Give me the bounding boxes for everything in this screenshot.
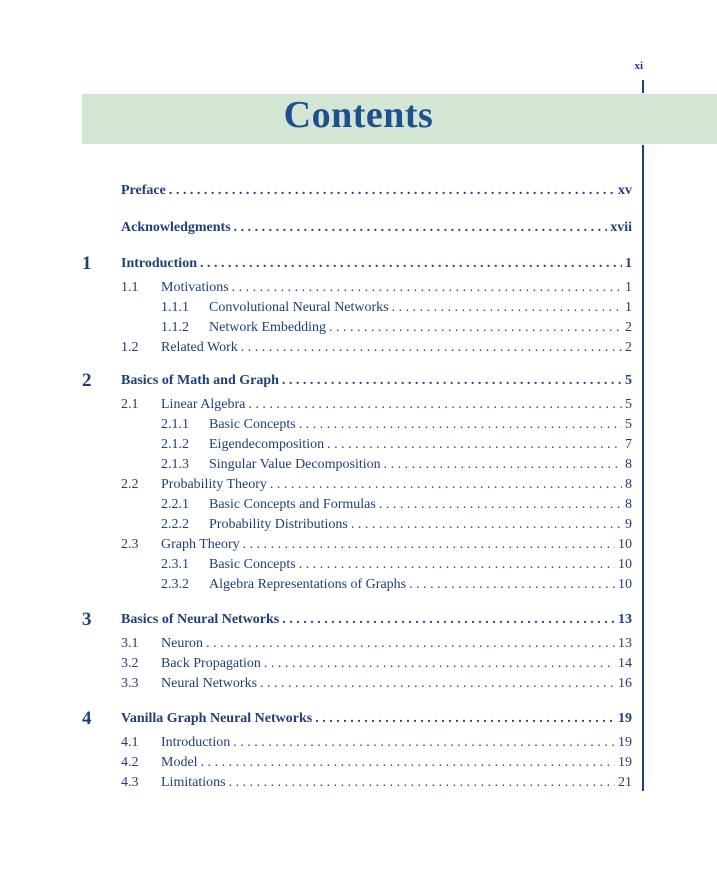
toc-entry-title: Introduction xyxy=(161,735,231,750)
dot-leader xyxy=(379,497,622,513)
toc-entry-page: 5 xyxy=(625,397,632,412)
toc-subsection[interactable] xyxy=(161,457,632,473)
dot-leader xyxy=(260,676,615,692)
toc-entry-title: Preface xyxy=(121,183,166,198)
toc-chapter[interactable] xyxy=(121,612,632,628)
toc-entry-number: 3.3 xyxy=(121,676,139,691)
toc-entry-page: 10 xyxy=(618,537,632,552)
toc-entry-number: 2.1 xyxy=(121,397,139,412)
dot-leader xyxy=(409,577,615,593)
toc-entry-title: Graph Theory xyxy=(161,537,240,552)
toc-entry-page: 1 xyxy=(625,280,632,295)
toc-entry-page: 10 xyxy=(618,557,632,572)
toc-section[interactable] xyxy=(121,755,632,771)
toc-entry-page: 14 xyxy=(618,656,632,671)
toc-entry-page: 13 xyxy=(618,612,632,627)
toc-entry-number: 1.1.2 xyxy=(161,320,189,335)
toc-subsection[interactable] xyxy=(161,320,632,336)
toc-entry-page: 9 xyxy=(625,517,632,532)
toc-entry-page: xv xyxy=(618,183,632,198)
toc-section[interactable] xyxy=(121,676,632,692)
toc-entry-number: 2.3.2 xyxy=(161,577,189,592)
toc-subsection[interactable] xyxy=(161,300,632,316)
toc-entry-title: Network Embedding xyxy=(209,320,327,335)
toc-entry-page: 5 xyxy=(625,373,632,388)
toc-chapter[interactable] xyxy=(121,373,632,389)
toc-section[interactable] xyxy=(121,735,632,751)
toc-entry-title: Singular Value Decomposition xyxy=(209,457,381,472)
toc-entry-page: 10 xyxy=(618,577,632,592)
toc-entry-page: 8 xyxy=(625,497,632,512)
toc-entry-title: Linear Algebra xyxy=(161,397,246,412)
dot-leader xyxy=(282,373,622,389)
toc-entry-title: Neuron xyxy=(161,636,203,651)
toc-entry-number: 3.2 xyxy=(121,656,139,671)
page-number: xi xyxy=(634,60,643,72)
dot-leader xyxy=(232,280,622,296)
dot-leader xyxy=(384,457,622,473)
toc-entry-title: Neural Networks xyxy=(161,676,258,691)
dot-leader xyxy=(299,417,622,433)
toc-entry-title: Back Propagation xyxy=(161,656,261,671)
toc-entry-title: Basics of Neural Networks xyxy=(121,612,280,627)
toc-entry-number: 4.2 xyxy=(121,755,139,770)
toc-entry-page: 1 xyxy=(625,256,632,271)
toc-entry-page: 19 xyxy=(618,711,632,726)
dot-leader xyxy=(282,612,615,628)
toc-entry-number: 2.2.1 xyxy=(161,497,189,512)
dot-leader xyxy=(233,735,615,751)
toc-section[interactable] xyxy=(121,656,632,672)
toc-front-matter[interactable] xyxy=(121,183,632,199)
toc-entry-title: Probability Distributions xyxy=(209,517,348,532)
toc-entry-title: Motivations xyxy=(161,280,229,295)
toc-entry-title: Acknowledgments xyxy=(121,220,231,235)
toc-entry-page: 19 xyxy=(618,735,632,750)
toc-entry-page: 5 xyxy=(625,417,632,432)
toc-section[interactable] xyxy=(121,280,632,296)
chapter-number: 1 xyxy=(82,253,92,274)
toc-entry-title: Basics of Math and Graph xyxy=(121,373,279,388)
toc-section[interactable] xyxy=(121,397,632,413)
toc-entry-page: 21 xyxy=(618,775,632,790)
toc-entry-page: 7 xyxy=(625,437,632,452)
toc-entry-title: Vanilla Graph Neural Networks xyxy=(121,711,313,726)
toc-entry-number: 1.2 xyxy=(121,340,139,355)
dot-leader xyxy=(169,183,615,199)
dot-leader xyxy=(200,256,622,272)
toc-subsection[interactable] xyxy=(161,577,632,593)
chapter-number: 4 xyxy=(82,708,92,729)
toc-entry-page: 8 xyxy=(625,457,632,472)
dot-leader xyxy=(229,775,615,791)
toc-section[interactable] xyxy=(121,340,632,356)
toc-entry-number: 2.1.1 xyxy=(161,417,189,432)
toc-entry-number: 1.1.1 xyxy=(161,300,189,315)
toc-entry-title: Limitations xyxy=(161,775,226,790)
toc-section[interactable] xyxy=(121,477,632,493)
dot-leader xyxy=(351,517,622,533)
toc-entry-title: Probability Theory xyxy=(161,477,267,492)
toc-entry-page: 19 xyxy=(618,755,632,770)
toc-entry-page: xvii xyxy=(610,220,632,235)
toc-entry-number: 2.2.2 xyxy=(161,517,189,532)
toc-section[interactable] xyxy=(121,636,632,652)
toc-entry-title: Basic Concepts and Formulas xyxy=(209,497,376,512)
dot-leader xyxy=(329,320,622,336)
dot-leader xyxy=(248,397,622,413)
toc-entry-page: 2 xyxy=(625,340,632,355)
dot-leader xyxy=(206,636,615,652)
toc-entry-title: Related Work xyxy=(161,340,238,355)
toc-entry-number: 2.3 xyxy=(121,537,139,552)
toc-subsection[interactable] xyxy=(161,517,632,533)
toc-entry-number: 4.1 xyxy=(121,735,139,750)
toc-entry-number: 2.1.2 xyxy=(161,437,189,452)
dot-leader xyxy=(270,477,622,493)
toc-entry-page: 16 xyxy=(618,676,632,691)
dot-leader xyxy=(243,537,615,553)
toc-entry-title: Algebra Representations of Graphs xyxy=(209,577,407,592)
dot-leader xyxy=(315,711,615,727)
dot-leader xyxy=(201,755,615,771)
toc-entry-page: 1 xyxy=(625,300,632,315)
toc-entry-number: 2.3.1 xyxy=(161,557,189,572)
dot-leader xyxy=(241,340,622,356)
toc-subsection[interactable] xyxy=(161,557,632,573)
page-title: Contents xyxy=(283,94,434,136)
toc-entry-title: Introduction xyxy=(121,256,197,271)
toc-entry-number: 3.1 xyxy=(121,636,139,651)
toc-chapter[interactable] xyxy=(121,711,632,727)
dot-leader xyxy=(299,557,615,573)
toc-entry-number: 2.1.3 xyxy=(161,457,189,472)
chapter-number: 3 xyxy=(82,609,92,630)
toc-subsection[interactable] xyxy=(161,497,632,513)
toc-entry-page: 8 xyxy=(625,477,632,492)
toc-section[interactable] xyxy=(121,537,632,553)
dot-leader xyxy=(327,437,622,453)
dot-leader xyxy=(264,656,615,672)
toc-entry-page: 2 xyxy=(625,320,632,335)
toc-section[interactable] xyxy=(121,775,632,791)
toc-subsection[interactable] xyxy=(161,437,632,453)
chapter-number: 2 xyxy=(82,370,92,391)
toc-entry-title: Eigendecomposition xyxy=(209,437,325,452)
dot-leader xyxy=(234,220,608,236)
dot-leader xyxy=(392,300,622,316)
toc-front-matter[interactable] xyxy=(121,220,632,236)
toc-entry-title: Basic Concepts xyxy=(209,417,296,432)
toc-entry-title: Model xyxy=(161,755,198,770)
toc-entry-number: 1.1 xyxy=(121,280,139,295)
toc-entry-page: 13 xyxy=(618,636,632,651)
toc-subsection[interactable] xyxy=(161,417,632,433)
toc-entry-title: Convolutional Neural Networks xyxy=(209,300,389,315)
toc-entry-number: 2.2 xyxy=(121,477,139,492)
toc-entry-title: Basic Concepts xyxy=(209,557,296,572)
toc-chapter[interactable] xyxy=(121,256,632,272)
toc-entry-number: 4.3 xyxy=(121,775,139,790)
